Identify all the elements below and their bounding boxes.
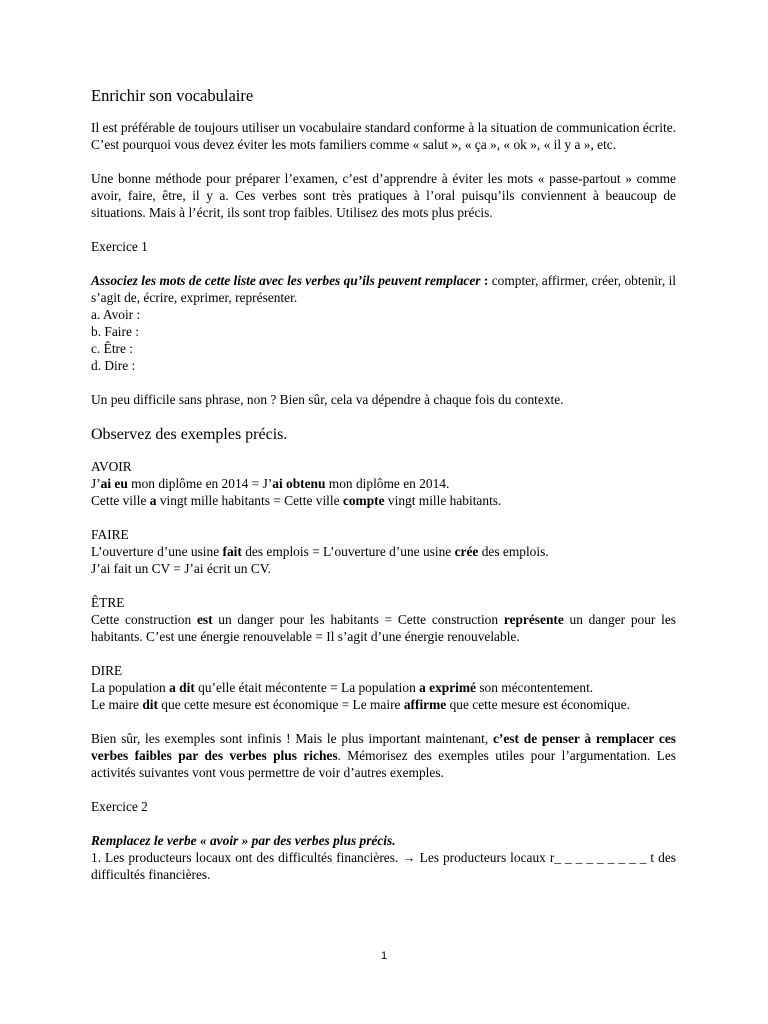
- example-line: [91, 611, 676, 645]
- exercise-1-block: [91, 272, 676, 374]
- text-span: son mécontentement.: [476, 680, 594, 695]
- text-span: La population: [91, 680, 170, 695]
- text-span: mon diplôme en 2014 = J’: [127, 476, 273, 491]
- exercise-1-heading: Exercice 1: [91, 239, 148, 254]
- intro-paragraph-2: Une bonne méthode pour préparer l’examen, c’est d’apprendre à éviter les mots « passe-partout » comme avoir, faire, être, il y a. Ces verbes sont très pratiques à l’oral puisqu’ils conviennent à beaucoup de situations. Mais à l’écrit, ils sont trop faibles. Utilisez des mots plus précis.: [91, 171, 676, 220]
- section-heading: FAIRE: [91, 527, 129, 542]
- text-span: mon diplôme en 2014.: [325, 476, 450, 491]
- exercise-2-instruction: [91, 832, 676, 849]
- exercise-1-instruction: [91, 272, 676, 306]
- weak-verb: dit: [142, 697, 158, 712]
- weak-verb: a: [149, 493, 157, 508]
- weak-verb: ai eu: [100, 476, 128, 491]
- text-span: L’ouverture d’une usine: [91, 544, 223, 559]
- exercise-1-instruction-bold: Associez les mots de cette liste avec les verbes qu’ils peuvent remplacer: [91, 273, 481, 288]
- text-span: des emplois.: [478, 544, 549, 559]
- exercise-1-remark: Un peu difficile sans phrase, non ? Bien sûr, cela va dépendre à chaque fois du contexte.: [91, 392, 564, 407]
- exercise-1-instruction-colon: :: [480, 273, 489, 288]
- text-span: des emplois = L’ouverture d’une usine: [241, 544, 455, 559]
- section-heading: AVOIR: [91, 459, 132, 474]
- weak-verb: a dit: [169, 680, 195, 695]
- section-dire: [91, 662, 676, 713]
- section-faire: [91, 526, 676, 577]
- example-line: [91, 475, 676, 492]
- text-span: qu’elle était mécontente = La population: [194, 680, 420, 695]
- text-span: que cette mesure est économique = Le maire: [157, 697, 404, 712]
- emphasis-text: c’est de penser à remplacer ces verbes faibles par des verbes plus riches: [91, 731, 676, 763]
- section-heading: DIRE: [91, 663, 123, 678]
- section-etre: [91, 594, 676, 645]
- example-line: [91, 543, 676, 560]
- page-number: 1: [380, 950, 388, 962]
- exercise-1-item-a: a. Avoir :: [91, 307, 141, 322]
- example-line: [91, 696, 676, 713]
- intro-paragraph-1: Il est préférable de toujours utiliser un vocabulaire standard conforme à la situation de communication écrite. C’est pourquoi vous devez éviter les mots familiers comme « salut », « ça », « ok », « il y a », etc.: [91, 120, 676, 152]
- strong-verb: affirme: [403, 697, 447, 712]
- strong-verb: crée: [454, 544, 479, 559]
- example-line: J’ai fait un CV = J’ai écrit un CV.: [91, 561, 271, 576]
- strong-verb: compte: [342, 493, 385, 508]
- text-span: Bien sûr, les exemples sont infinis ! Mais le plus important maintenant,: [91, 731, 493, 746]
- text-span: un danger pour les habitants. C’est une énergie renouvelable = Il s’agit d’une énergie renouvelable.: [91, 612, 676, 644]
- strong-verb: ai obtenu: [272, 476, 326, 491]
- strong-verb: représente: [503, 612, 564, 627]
- exercise-1-instruction-rest: compter, affirmer, créer, obtenir, il s’agit de, écrire, exprimer, représenter.: [91, 273, 677, 305]
- conclusion-paragraph: [91, 730, 676, 781]
- text-span: Cette ville: [91, 493, 150, 508]
- text-span: vingt mille habitants.: [384, 493, 502, 508]
- exercise-1-item-b: b. Faire :: [91, 324, 139, 339]
- text-span: vingt mille habitants = Cette ville: [156, 493, 343, 508]
- exercise-2-heading: Exercice 2: [91, 799, 148, 814]
- weak-verb: fait: [222, 544, 242, 559]
- text-span: J’: [91, 476, 101, 491]
- text-span: que cette mesure est économique.: [446, 697, 630, 712]
- page-content: [91, 86, 676, 900]
- document-title: Enrichir son vocabulaire: [91, 86, 254, 105]
- text-span: Cette construction: [91, 612, 197, 627]
- exercise-2-instruction-text: Remplacez le verbe « avoir » par des verbes plus précis.: [91, 833, 396, 848]
- example-line: [91, 679, 676, 696]
- text-span: Le maire: [91, 697, 143, 712]
- section-heading: ÊTRE: [91, 595, 125, 610]
- example-line: [91, 492, 676, 509]
- exercise-1-item-d: d. Dire :: [91, 358, 136, 373]
- exercise-1-item-c: c. Être :: [91, 341, 134, 356]
- exercise-2-block: [91, 832, 676, 883]
- text-span: un danger pour les habitants = Cette construction: [212, 612, 504, 627]
- examples-heading: Observez des exemples précis.: [91, 426, 288, 443]
- exercise-2-item-1: 1. Les producteurs locaux ont des difficultés financières. → Les producteurs locaux r_ _ _ _ _ _ _ _ _ t des difficultés financières.: [91, 850, 676, 882]
- section-avoir: [91, 458, 676, 509]
- text-span: . Mémorisez des exemples utiles pour l’argumentation. Les activités suivantes vont vous permettre de voir d’autres exemples.: [91, 748, 676, 780]
- weak-verb: est: [196, 612, 213, 627]
- strong-verb: a exprimé: [419, 680, 476, 695]
